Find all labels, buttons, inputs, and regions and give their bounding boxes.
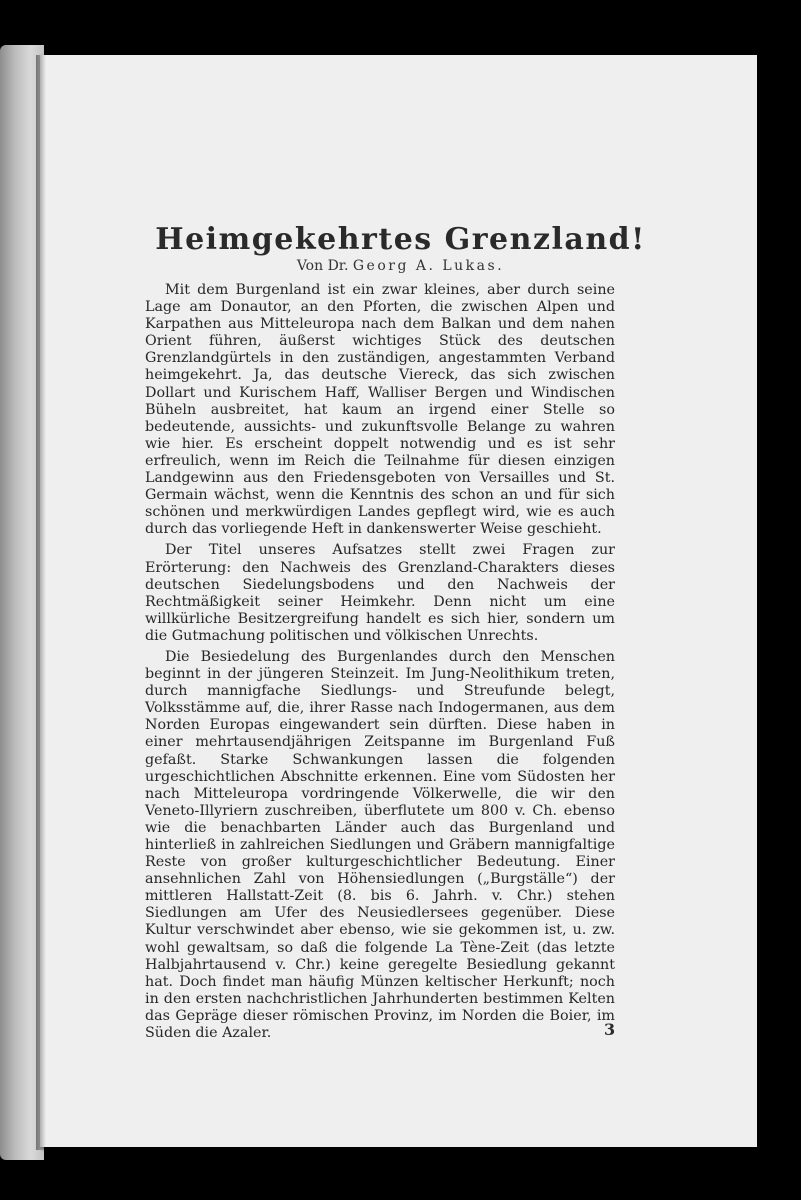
page-fold-shadow [36, 55, 46, 1150]
page-number: 3 [604, 1020, 616, 1039]
article-title: Heimgekehrtes Grenzland! [155, 222, 646, 257]
article-byline [0, 258, 801, 274]
article-body [145, 282, 615, 1046]
paragraph: Mit dem Burgenland ist ein zwar kleines, aber durch seine Lage am Donautor, an den Pforten, die zwischen Alpen und Karpathen aus Mitteleuropa nach dem Balkan und dem nahen Orient führen, äußerst wichtiges Stück des deutschen Grenzlandgürtels in den zuständigen, angestammten Verband heimgekehrt. Ja, das deutsche Viereck, das sich zwischen Dollart und Kurischem Haff, Walliser Bergen und Windischen Büheln ausbreitet, hat kaum an irgend einer Stelle so bedeutende, aussichts- und zukunftsvolle Belange zu wahren wie hier. Es erscheint doppelt notwendig und es ist sehr erfreulich, wenn im Reich die Teilnahme für diesen einzigen Landgewinn aus den Friedensgeboten von Versailles und St. Germain wächst, wenn die Kenntnis des schon an und für sich schönen und merkwürdigen Landes gepflegt wird, wie es auch durch das vorliegende Heft in dankenswerter Weise geschieht. [145, 282, 615, 538]
author-name: Georg A. Lukas. [352, 258, 505, 274]
paragraph: Die Besiedelung des Burgenlandes durch den Menschen beginnt in der jüngeren Steinzeit. Im Jung-Neolithikum treten, durch mannigfache Siedlungs- und Streufunde belegt, Volksstämme auf, die, ihrer Rasse nach Indogermanen, aus dem Norden Europas eingewandert sein dürften. Diese haben in einer mehrtausendjährigen Zeitspanne im Burgenland Fuß gefaßt. Starke Schwankungen lassen die folgenden urgeschichtlichen Abschnitte erkennen. Eine vom Südosten her nach Mitteleuropa vordringende Völkerwelle, die wir den Veneto-Illyriern zuschreiben, überflutete um 800 v. Ch. ebenso wie die benachbarten Länder auch das Burgenland und hinterließ in zahlreichen Siedlungen und Gräbern mannigfaltige Reste von großer kulturgeschichtlicher Bedeutung. Einer ansehnlichen Zahl von Höhensiedlungen („Burgställe“) der mittleren Hallstatt-Zeit (8. bis 6. Jahrh. v. Chr.) stehen Siedlungen am Ufer des Neusiedlersees gegenüber. Diese Kultur verschwindet aber ebenso, wie sie gekommen ist, u. zw. wohl gewaltsam, so daß die folgende La Tène-Zeit (das letzte Halbjahrtausend v. Chr.) keine geregelte Besiedlung gekannt hat. Doch findet man häufig Münzen keltischer Herkunft; noch in den ersten nachchristlichen Jahrhunderten bestimmen Kelten das Gepräge dieser römischen Provinz, im Norden die Boier, im Süden die Azaler. [145, 648, 615, 1042]
byline-prefix: Von Dr. [296, 258, 349, 274]
paragraph: Der Titel unseres Aufsatzes stellt zwei Fragen zur Erörterung: den Nachweis des Grenzland-Charakters dieses deutschen Siedelungsbodens und den Nachweis der Rechtmäßigkeit seiner Heimkehr. Denn nicht um eine willkürliche Besitzergreifung handelt es sich hier, sondern um die Gutmachung politischen und völkischen Unrechts. [145, 542, 615, 644]
